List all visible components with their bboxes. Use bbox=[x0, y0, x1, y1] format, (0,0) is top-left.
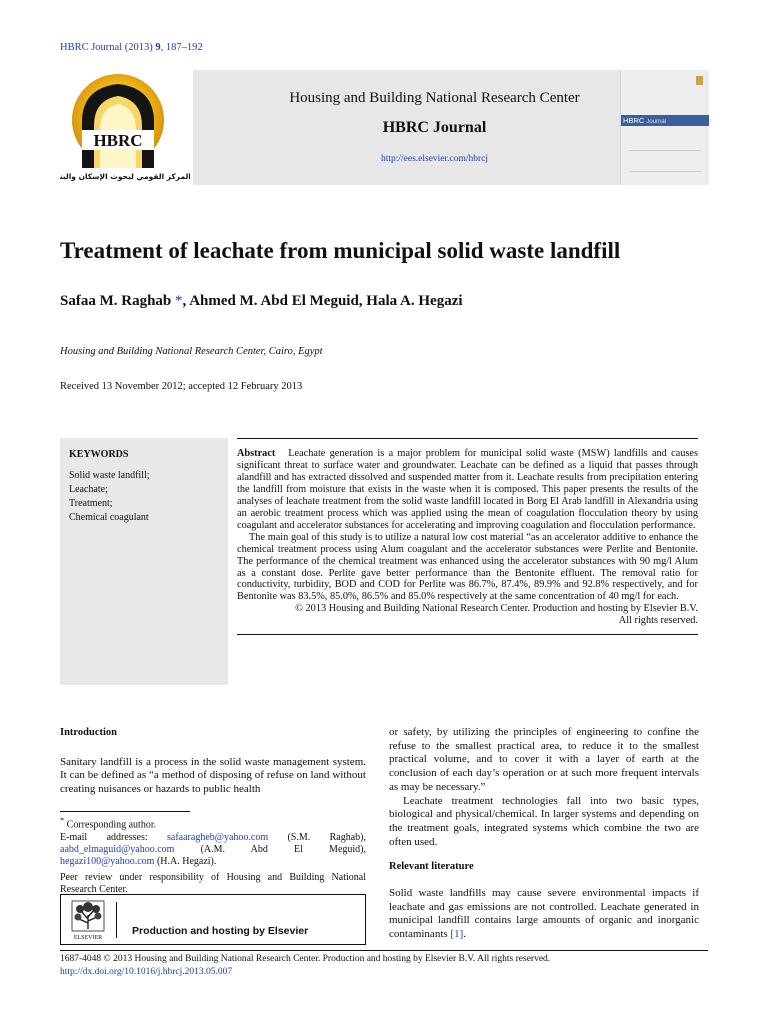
journal-url-link[interactable]: http://ees.elsevier.com/hbrcj bbox=[380, 154, 489, 164]
doi-link[interactable]: http://dx.doi.org/10.1016/j.hbrcj.2013.05.007 bbox=[60, 966, 233, 977]
journal-name: HBRC Journal bbox=[382, 119, 487, 136]
corresponding-author-link[interactable]: * bbox=[175, 293, 183, 309]
corresponding-author-note: Corresponding author. bbox=[64, 819, 157, 831]
abstract-copyright-line-1: © 2013 Housing and Building National Research Center. Production and hosting by Elsevier B.V. bbox=[295, 603, 698, 615]
organization-name: Housing and Building National Research Center bbox=[289, 90, 580, 106]
journal-banner bbox=[193, 70, 676, 185]
keywords-box bbox=[60, 438, 228, 685]
abstract-paragraph-1: Leachate generation is a major problem for municipal solid waste (MSW) landfills and causes significant threat to surface water and groundwater. Leachate can be defined as a liquid that passes through alandfill and has extracted dissolved and suspended matter from it. Leachate results from precipitation entering the landfill from moisture that exists in the waste when it is composed. This paper presents the results of the analyses of leachate treatment from the solid waste landfill located in Borg El Arab landfill in Alexandria using an aerobic treatment process which was applied using the mean of coagulation flocculation theory by using coagulant and accelerator substances for accelerating and improving coagulation and flocculation performance. bbox=[237, 448, 698, 531]
svg-text:HBRC: HBRC bbox=[93, 131, 143, 150]
relevant-literature-paragraph: Solid waste landfills may cause severe environmental impacts if leachate and gas emissions are not controlled. Leachate generated in municipal landfill contains large amounts of organic and inorganic contaminants [1]. bbox=[389, 887, 699, 941]
keyword-item: Treatment; bbox=[69, 498, 113, 509]
intro-continuation: or safety, by utilizing the principles of engineering to confine the refuse to the smallest practical area, to reduce it to the smallest practical volume, and to cover it with a layer of earth at the conclusion of each day’s operation or at such more frequent intervals as may be necessary.” bbox=[389, 726, 699, 793]
elsevier-tree-icon bbox=[67, 899, 109, 941]
intro-paragraph-2: Leachate treatment technologies fall into two basic types, biological and physical/chemical. In larger systems and depending on the treatment goals, integrated systems which combine the two are often used. bbox=[389, 794, 699, 848]
elsevier-production-text: Production and hosting by Elsevier bbox=[132, 925, 309, 937]
author-list bbox=[60, 293, 463, 310]
peer-review-note: Peer review under responsibility of Housing and Building National Research Center. bbox=[60, 871, 366, 895]
publisher-mark-icon bbox=[696, 76, 703, 85]
email-link-hegazi[interactable]: hegazi100@yahoo.com bbox=[60, 856, 155, 868]
footer-issn-copyright: 1687-4048 © 2013 Housing and Building National Research Center. Production and hosting by Elsevier B.V. All rights reserved. bbox=[60, 954, 551, 964]
elsevier-production-box bbox=[60, 894, 366, 945]
footnote-mark: * bbox=[60, 816, 65, 825]
citation-pages: , 187–192 bbox=[160, 42, 203, 53]
citation-prefix: HBRC Journal (2013) bbox=[60, 42, 153, 53]
article-title: Treatment of leachate from municipal solid waste landfill bbox=[60, 238, 621, 263]
elsevier-divider bbox=[116, 902, 117, 938]
svg-text:ELSEVIER: ELSEVIER bbox=[73, 935, 103, 941]
abstract-paragraph-2: The main goal of this study is to utilize a natural low cost material “as an accelerator additive to enhance the chemical treatment process using Alum coagulant and the accelerator substances were Perlite and Bentonite. The performance of the chemical treatment was enhanced using the accelerator substances with 90 mg/l Alum as a constant dose. Perlite gave better performance than the Bentonite effluent. The removal ratio for conductivity, turbidity, BOD and COD for Perlite was 86.7%, 87.4%, 89.9% and 92.8% respectively, and for Bentonite was 83.5%, 85.0%, 86.5% and 85.0% respectively at the same concentration of 40 mg/l for each. bbox=[237, 531, 698, 603]
page-footer bbox=[60, 950, 708, 978]
relevant-literature-heading: Relevant literature bbox=[389, 861, 474, 873]
keyword-item: Solid waste landfill; bbox=[69, 470, 150, 481]
abstract-label: Abstract bbox=[237, 448, 276, 459]
keyword-item: Leachate; bbox=[69, 484, 108, 495]
keyword-item: Chemical coagulant bbox=[69, 512, 149, 523]
left-column-intro bbox=[60, 726, 366, 797]
citation-volume: 9 bbox=[155, 42, 161, 53]
footnote-rule bbox=[60, 811, 190, 812]
introduction-paragraph: Sanitary landfill is a process in the solid waste management system. It can be defined as “a method of disposing of refuse on land without creating nuisances or hazards to public health bbox=[60, 755, 366, 796]
keywords-heading: KEYWORDS bbox=[69, 449, 129, 460]
abstract-section bbox=[237, 438, 698, 635]
right-column bbox=[389, 726, 699, 942]
email-link-raghab[interactable]: safaaragheb@yahoo.com bbox=[167, 831, 269, 843]
svg-text:المركز القومي لبحوث الإسكان وا: المركز القومي لبحوث الإسكان والبناء bbox=[60, 172, 190, 181]
email-addresses: E-mail addresses: safaaragheb@yahoo.com (S.M. Raghab), aabd_elmaguid@yahoo.com (A.M. Abd El Meguid), hegazi100@yahoo.com (H.A. Hegazi). bbox=[60, 831, 366, 868]
email-link-meguid[interactable]: aabd_elmaguid@yahoo.com bbox=[60, 843, 175, 855]
footnote-section bbox=[60, 811, 366, 896]
abstract-copyright-line-2: All rights reserved. bbox=[618, 615, 698, 627]
author-affiliation: Housing and Building National Research Center, Cairo, Egypt bbox=[60, 346, 323, 357]
hbrc-logo bbox=[60, 70, 190, 185]
journal-cover-thumbnail bbox=[620, 70, 709, 185]
journal-header bbox=[60, 70, 708, 185]
cover-title-band: HBRC Journal bbox=[621, 115, 709, 126]
reference-link-1[interactable]: [1] bbox=[450, 928, 464, 941]
cover-decoration bbox=[629, 150, 701, 172]
journal-citation[interactable] bbox=[60, 42, 203, 53]
article-dates: Received 13 November 2012; accepted 12 February 2013 bbox=[60, 381, 303, 392]
author-first: Safaa M. Raghab bbox=[60, 293, 176, 309]
author-others: , Ahmed M. Abd El Meguid, Hala A. Hegazi bbox=[182, 293, 463, 309]
introduction-heading: Introduction bbox=[60, 727, 117, 738]
